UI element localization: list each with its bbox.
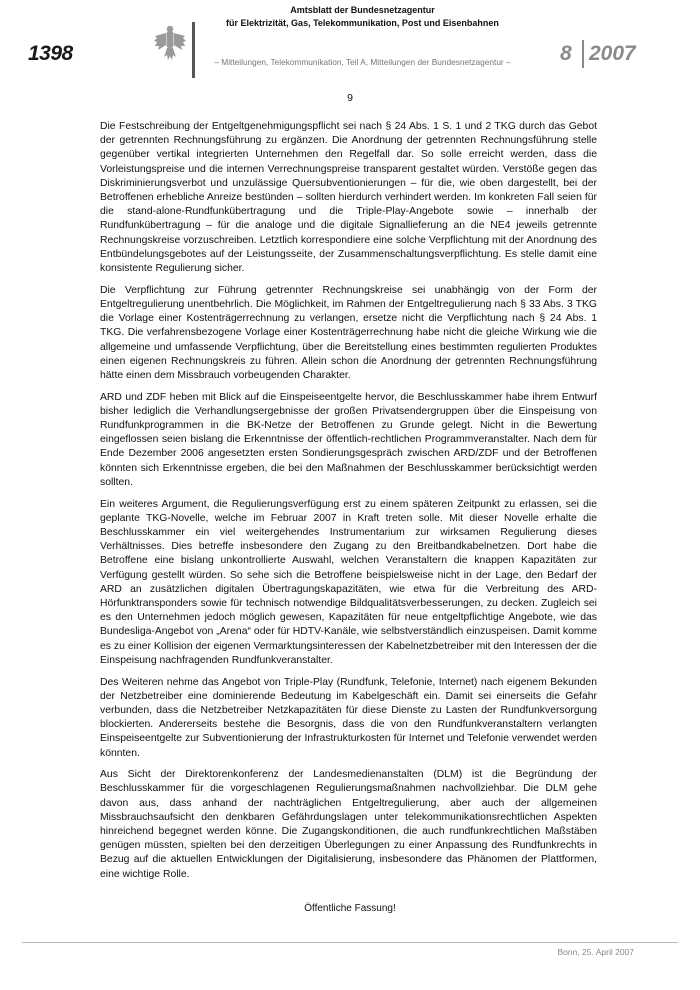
footer-divider	[22, 942, 678, 943]
publication-subtitle: – Mitteilungen, Telekommunikation, Teil A, Mitteilungen der Bundesnetzagentur –	[214, 57, 511, 67]
document-body	[100, 120, 597, 889]
public-version-note: Öffentliche Fassung!	[304, 903, 396, 914]
federal-eagle-icon	[153, 24, 187, 64]
paragraph: Ein weiteres Argument, die Regulierungsverfügung erst zu einem späteren Zeitpunkt zu erlassen, sei die geplante TKG-Novelle, welche im Februar 2007 in Kraft treten solle. Mit dieser Novelle erhalte die Beschlusskammer ein viel weitergehendes Instrumentarium zur wirksamen Regulierung dieses Verhältnisses. Dies betreffe insbesondere den Zugang zu den Breitbandkabelnetzen. Dort habe die Betroffene eine bislang unkontrollierte Auswahl, welchen Veranstaltern die knappen Kapazitäten zur Verfügung gestellt würden. So sehe sich die Betroffene beispielsweise nicht in der Lage, den Bedarf der ARD an zusätzlichen digitalen Übertragungskapazitäten, wie etwa für die Verbreitung des ARD-Hörfunktransponders sowie für technisch notwendige Bildqualitätsverbesserungen, zu decken. Zugleich sei es den Unternehmen jedoch möglich gewesen, Kapazitäten für neue entgeltpflichtige Angebote, wie das Bundesliga-Angebot von „Arena“ oder für HDTV-Kanäle, wie selbstverständlich einzuspeisen. Damit komme es zu einer Kollision der eigenen Vermarktungsinteressen der Kabelnetzbetreiber mit den Interessen der die Einspeisung nachfragenden Rundfunkveranstalter.	[100, 498, 597, 666]
paragraph: Die Verpflichtung zur Führung getrennter Rechnungskreise sei unabhängig von der Form der Entgeltregulierung unentbehrlich. Die Möglichkeit, im Rahmen der Entgeltregulierung nach § 33 Abs. 3 TKG die Vorlage einer Kostenträgerrechnung zu verlangen, ersetze nicht die Verpflichtung nach § 24 Abs. 1 TKG. Die verfahrensbezogene Vorlage einer Kostenträgerrechnung habe nicht die gleiche Wirkung wie die allgemeine und umfassende Verpflichtung, über die Bereitstellung eines bestimmten regulierten Produktes einen eigenen Rechnungskreis zu führen. Allein schon die Anordnung der getrennten Rechnungsführung hätte einen dem Missbrauch vorbeugenden Charakter.	[100, 284, 597, 381]
paragraph: Des Weiteren nehme das Angebot von Triple-Play (Rundfunk, Telefonie, Internet) nach eigenem Bekunden der Netzbetreiber eine dominierende Bedeutung im Kabelgeschäft ein. Damit sei einerseits die Gefahr verbunden, dass die Netzbetreiber Netzkapazitäten für diese Dienste zu Lasten der Rundfunkversorgung blockierten. Andererseits bestehe die Besorgnis, dass die von den Rundfunkveranstaltern verlangten Einspeiseentgelte zur Subventionierung der Infrastrukturkosten für Internet und Telefonie verwendet werden könnten.	[100, 676, 597, 759]
issue-number: 8	[560, 42, 572, 65]
paragraph: ARD und ZDF heben mit Blick auf die Einspeiseentgelte hervor, die Beschlusskammer habe ihrem Entwurf bisher lediglich die Verhandlungsergebnisse der großen Privatsendergruppen über die Einspeisung von Rundfunkprogrammen in die BK-Netze der Betroffenen zu Grunde gelegt. Nicht in die Bewertung eingeflossen seien bislang die Erkenntnisse der öffentlich-rechtlichen Programmveranstalter. Nach dem für Ende Dezember 2006 angesetzten ersten Sondierungsgespräch zwischen ARD/ZDF und der Betroffenen könnten sich Erkenntnisse ergeben, die bei den Maßnahmen der Beschlusskammer berücksichtigt werden sollten.	[100, 391, 597, 488]
publication-title-line-1: Amtsblatt der Bundesnetzagentur	[290, 5, 435, 15]
paragraph: Die Festschreibung der Entgeltgenehmigungspflicht sei nach § 24 Abs. 1 S. 1 und 2 TKG durch das Gebot der getrennten Rechnungsführung zu ergänzen. Die Anordnung der getrennten Rechnungsführung stelle gegenüber vertikal integrierten Unternehmen den Regelfall dar. So solle erreicht werden, dass die Vorleistungspreise und die internen Verrechnungspreise transparent gestaltet würden. Verstöße gegen das Diskriminierungsverbot und unzulässige Quersubventionierungen – für die, wie oben dargestellt, bei der Betroffenen erhebliche Anreize bestünden – sollten hierdurch verhindert werden. Im konkreten Fall seien für die stand-alone-Rundfunkübertragung und die Triple-Play-Angebote sowie – innerhalb der Rundfunkübertragung – für die analoge und die digitale Signallieferung an die NE4 jeweils getrennte Rechnungskreise vorzuschreiben. Letztlich korrespondiere eine solche Verpflichtung mit der Anordnung des Entbündelungsgebotes auf der Leistungsseite, der Zusammenschaltungsverpflichtung. Es stelle damit eine konsistente Regulierung sicher.	[100, 121, 597, 275]
document-page-label: 9	[347, 92, 353, 104]
page-number: 1398	[28, 42, 73, 65]
footer-place-date: Bonn, 25. April 2007	[557, 947, 634, 957]
paragraph: Aus Sicht der Direktorenkonferenz der Landesmedienanstalten (DLM) ist die Begründung der Beschlusskammer für die vorgeschlagenen Regulierungsmaßnahmen nachvollziehbar. Die DLM gehe davon aus, dass anhand der nachträglichen Entgeltregulierung, aber auch der allgemeinen Missbrauchsaufsicht den denkbaren Gefährdungslagen unter telekommunikationsrechtlichen Aspekten hinreichend begegnet werden könne. Die Zugangskonditionen, die auch rundfunkrechtlichen Maßstäben genügen müssten, spielten bei den derzeitigen Überlegungen zu einer Anpassung des Rundfunkrechts in Bezug auf die aktuellen Entwicklungen der Digitalisierung, insbesondere das Phänomen der Plattformen, eine wichtige Rolle.	[100, 769, 597, 880]
issue-divider	[582, 40, 584, 68]
publication-title-line-2: für Elektrizität, Gas, Telekommunikation, Post und Eisenbahnen	[226, 18, 499, 28]
issue-year: 2007	[589, 42, 636, 65]
publication-title	[200, 4, 525, 30]
header-divider	[192, 22, 195, 78]
